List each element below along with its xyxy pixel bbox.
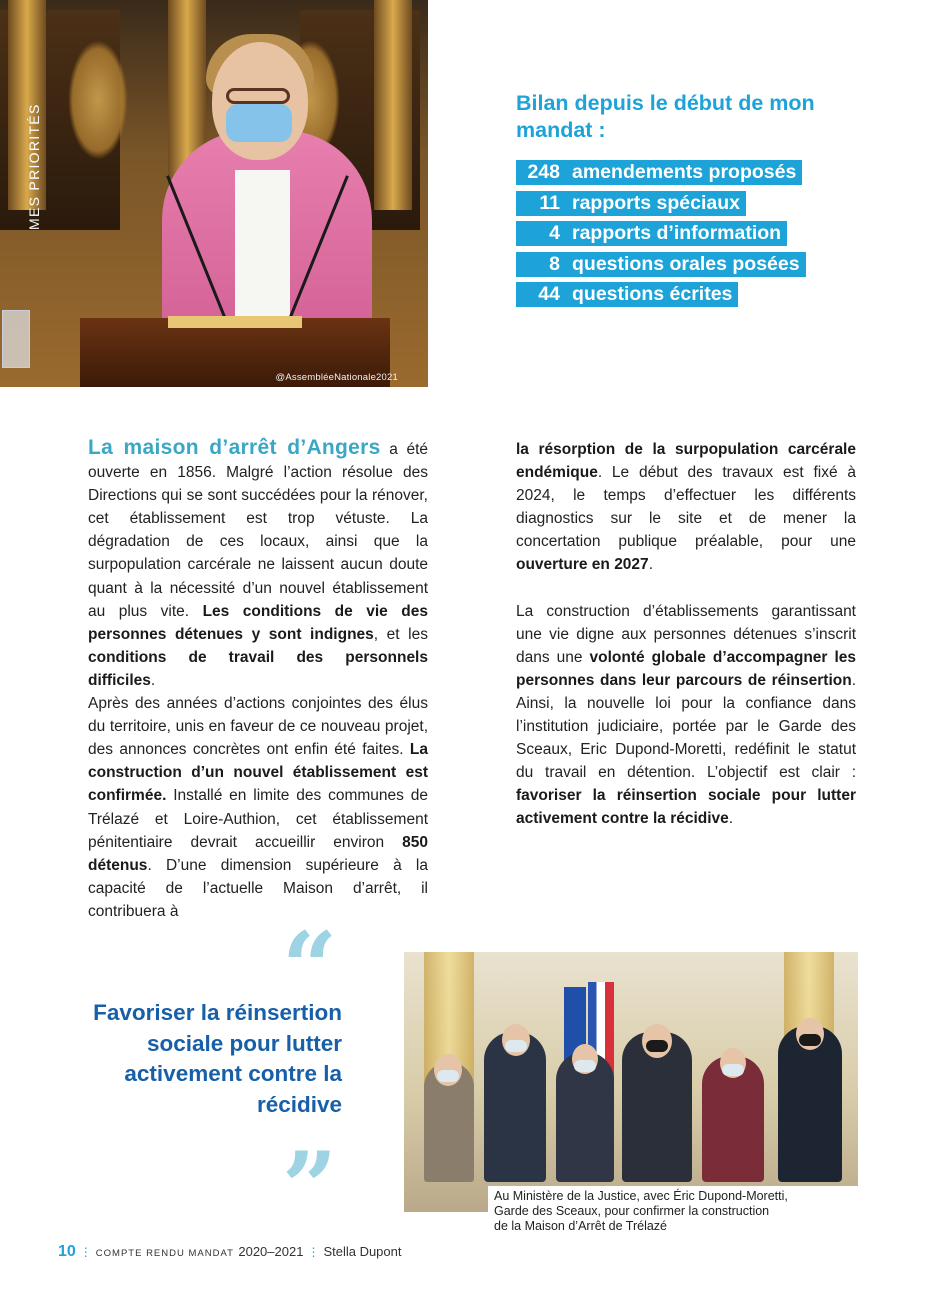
article-paragraph bbox=[516, 438, 856, 577]
article-column-left bbox=[88, 436, 428, 923]
stat-row bbox=[516, 282, 738, 307]
stat-value: 11 bbox=[539, 192, 560, 214]
text-bold: la résorption de la surpopulation carcérale endémique bbox=[516, 441, 856, 482]
stat-value: 44 bbox=[538, 283, 560, 305]
page-number: 10 bbox=[58, 1243, 76, 1260]
photo-credit: @AssembléeNationale2021 bbox=[275, 372, 398, 383]
text-run: Après des années d’actions conjointes des élus du territoire, unis en faveur de ce nouveau projet, des annonces concrètes ont enfin été faites. bbox=[88, 695, 428, 759]
stat-row bbox=[516, 191, 746, 216]
text-bold: favoriser la réinsertion sociale pour lutter activement contre la récidive bbox=[516, 787, 856, 828]
photo-caption: Au Ministère de la Justice, avec Éric Dupond-Moretti, Garde des Sceaux, pour confirmer la construction de la Maison d’Arrêt de Trélazé bbox=[494, 1189, 788, 1234]
text-bold: volonté globale d’accompagner les personnes dans leur parcours de réinsertion bbox=[516, 648, 856, 689]
stat-row bbox=[516, 221, 787, 246]
text-run: . bbox=[648, 556, 653, 574]
text-bold: 850 détenus bbox=[88, 833, 428, 874]
stat-label: questions écrites bbox=[572, 283, 733, 305]
text-run: . bbox=[728, 810, 734, 828]
author-name: Stella Dupont bbox=[323, 1244, 402, 1259]
article-paragraph bbox=[516, 600, 856, 831]
text-run: , et les bbox=[373, 625, 428, 643]
article-paragraph bbox=[88, 692, 428, 923]
section-label: MES PRIORITÉS bbox=[26, 103, 42, 230]
text-bold: Les conditions de vie des personnes détenues y sont indignes bbox=[88, 602, 428, 643]
stat-value: 248 bbox=[527, 161, 560, 183]
stat-value: 4 bbox=[549, 222, 560, 244]
publication-years: 2020–2021 bbox=[238, 1244, 304, 1259]
text-run: . bbox=[150, 671, 156, 689]
article-column-right bbox=[516, 438, 856, 831]
photo-ministry-justice bbox=[404, 952, 858, 1212]
stat-label: amendements proposés bbox=[572, 161, 797, 183]
open-quote-mark: “ bbox=[282, 911, 338, 1024]
text-run: . D’une dimension supérieure à la capacité de l’actuelle Maison d’arrêt, il contribuera à bbox=[88, 856, 428, 920]
article-lead: La maison d’arrêt d’Angers bbox=[88, 436, 381, 459]
text-run: La construction d’établissements garantissant une vie digne aux personnes détenues s’inscrit dans une bbox=[516, 602, 856, 666]
stat-row bbox=[516, 160, 802, 185]
page-footer bbox=[58, 1243, 402, 1261]
text-run: . Le début des travaux est fixé à 2024, le temps d’effectuer les différents diagnostics sur le site et de mener la concertation publique préalable, pour une bbox=[516, 464, 856, 551]
text-bold: ouverture en 2027 bbox=[516, 556, 649, 574]
stat-row bbox=[516, 252, 806, 277]
stat-label: rapports d’information bbox=[572, 222, 782, 244]
footer-separator: ⋮ bbox=[307, 1245, 320, 1259]
footer-separator: ⋮ bbox=[79, 1245, 92, 1259]
text-run: Installé en limite des communes de Trélazé et Loire-Authion, cet établissement pénitentiaire devrait accueillir environ bbox=[88, 787, 428, 851]
text-run: a été ouverte en 1856. Malgré l’action résolue des Directions qui se sont succédées pour la rénover, cet établissement est trop vétuste. La dégradation de ces locaux, ainsi que la surpopulation carcérale ne laissent aucun doute quant à la nécessité d’un nouvel établissement au plus vite. bbox=[88, 441, 429, 620]
bilan-title: Bilan depuis le début de mon mandat : bbox=[516, 91, 815, 142]
publication-name: COMPTE RENDU MANDAT bbox=[95, 1248, 234, 1259]
text-run: . Ainsi, la nouvelle loi pour la confiance dans l’institution judiciaire, portée par le Garde des Sceaux, Eric Dupond-Moretti, redéfinit le statut du travail en détention. L’objectif est clair : bbox=[516, 671, 856, 782]
stat-label: rapports spéciaux bbox=[572, 192, 740, 214]
pull-quote: Favoriser la réinsertion sociale pour lutter activement contre la récidive bbox=[93, 1000, 342, 1117]
text-bold: conditions de travail des personnels difficiles bbox=[88, 648, 428, 689]
close-quote-mark: ” bbox=[282, 1131, 338, 1244]
stat-label: questions orales posées bbox=[572, 253, 800, 275]
text-bold: La construction d’un nouvel établissement est confirmée. bbox=[88, 741, 428, 805]
photo-deputy-assembly bbox=[0, 0, 428, 387]
stat-value: 8 bbox=[549, 253, 560, 275]
article-paragraph bbox=[88, 436, 428, 692]
